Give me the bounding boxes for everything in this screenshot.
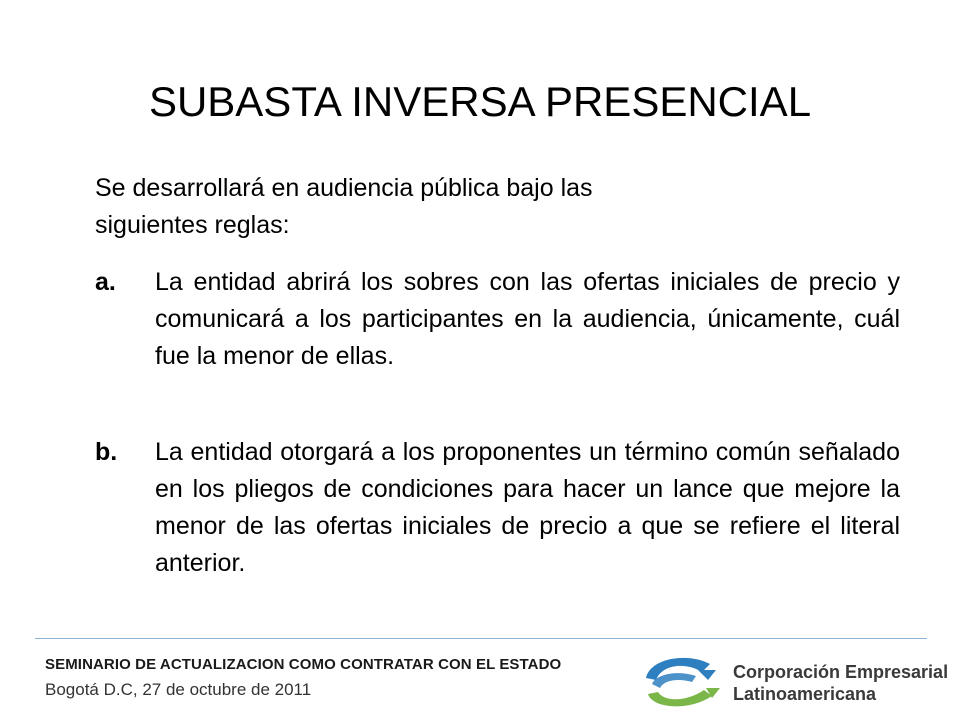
logo-text-line-2: Latinoamericana xyxy=(733,684,877,704)
rule-item-b xyxy=(95,434,900,582)
slide-title: SUBASTA INVERSA PRESENCIAL xyxy=(148,78,812,125)
seminar-title: SEMINARIO DE ACTUALIZACION COMO CONTRATAR CON EL ESTADO xyxy=(45,656,562,673)
rule-letter-a: a. xyxy=(95,268,116,296)
rule-text-b: La entidad otorgará a los proponentes un término común señalado en los pliegos de condiciones para hacer un lance que mejore la menor de las ofertas iniciales de precio a que se refiere el literal anterior. xyxy=(155,438,900,577)
footer-divider xyxy=(35,638,927,639)
rule-item-a xyxy=(95,264,900,375)
intro-line-1: Se desarrollará en audiencia pública bajo las xyxy=(95,174,593,202)
rule-letter-b: b. xyxy=(95,438,118,466)
rule-text-a: La entidad abrirá los sobres con las ofertas iniciales de precio y comunicará a los participantes en la audiencia, únicamente, cuál fue la menor de ellas. xyxy=(155,268,900,370)
intro-line-2: siguientes reglas: xyxy=(95,211,290,239)
logo-text-line-1: Corporación Empresarial xyxy=(733,662,949,682)
intro-paragraph xyxy=(95,170,795,244)
company-logo xyxy=(638,650,949,712)
seminar-date: Bogotá D.C, 27 de octubre de 2011 xyxy=(45,680,312,699)
company-logo-icon xyxy=(638,650,728,712)
